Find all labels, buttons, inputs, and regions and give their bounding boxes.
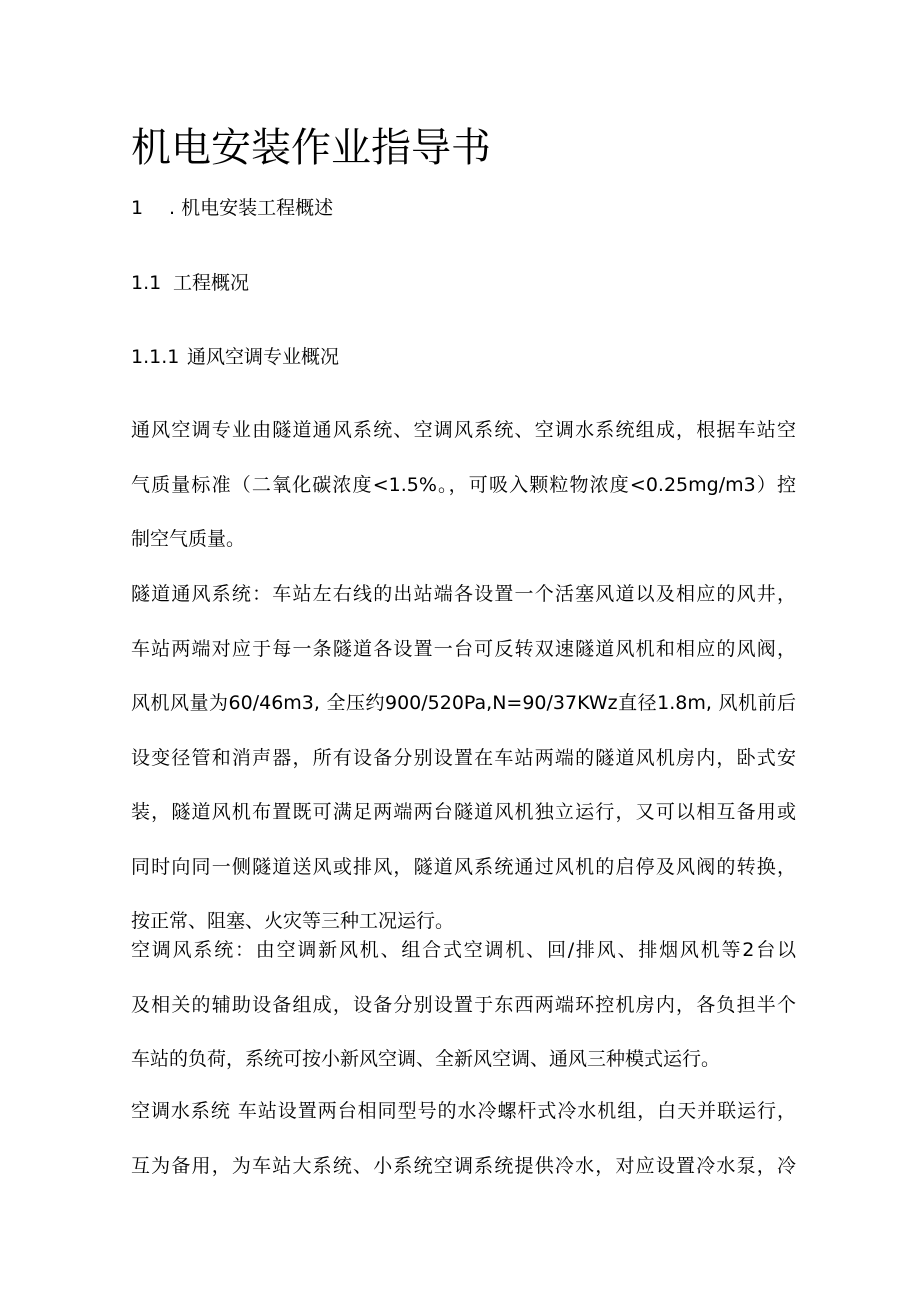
paragraph-line: 设变径管和消声器，所有设备分别设置在车站两端的隧道风机房内，卧式安 (131, 746, 796, 769)
section-number: 1.1 (131, 272, 162, 294)
paragraph-line: 通风空调专业由隧道通风系统、空调风系统、空调水系统组成，根据车站空 (131, 419, 796, 441)
document-title: 机电安装作业指导书 (131, 125, 491, 171)
paragraph-line: 按正常、阻塞、火灾等三种工况运行。 (131, 910, 455, 932)
section-number: 1 (131, 197, 144, 219)
paragraph-tunnel-ventilation (131, 567, 796, 949)
paragraph-line: 及相关的辅助设备组成，设备分别设置于东西两端环控机房内，各负担半个 (131, 993, 796, 1016)
paragraph-line: 互为备用，为车站大系统、小系统空调系统提供冷水，对应设置冷水泵，冷 (131, 1154, 796, 1177)
paragraph-line: 车站的负荷，系统可按小新风空调、全新风空调、通风三种模式运行。 (131, 1048, 721, 1070)
paragraph-line: 装，隧道风机布置既可满足两端两台隧道风机独立运行，又可以相互备用或 (131, 801, 796, 823)
paragraph-line: 气质量标准（二氧化碳浓度<1.5%。，可吸入颗粒物浓度<0.25mg∕m3）控 (131, 473, 796, 496)
paragraph-line: 空调水系统 车站设置两台相同型号的水冷螺杆式冷水机组，白天并联运行， (131, 1100, 796, 1122)
paragraph-line: 车站两端对应于每一条隧道各设置一台可反转双速隧道风机和相应的风阀， (131, 637, 796, 660)
section-label: . 机电安装工程概述 (169, 197, 334, 219)
section-label: 通风空调专业概况 (187, 346, 340, 368)
paragraph-air-conditioning (131, 923, 796, 1087)
paragraph-line: 同时向同一侧隧道送风或排风，隧道风系统通过风机的启停及风阀的转换， (131, 855, 796, 878)
paragraph-line: 隧道通风系统：车站左右线的出站端各设置一个活塞风道以及相应的风井， (131, 583, 796, 605)
paragraph-line: 空调风系统：由空调新风机、组合式空调机、回/排风、排烟风机等2台以 (131, 939, 796, 961)
section-number: 1.1.1 (131, 346, 180, 368)
paragraph-line: 制空气质量。 (131, 528, 246, 550)
paragraph-overview (131, 403, 796, 567)
section-heading-1-1 (131, 270, 249, 296)
section-label: 工程概况 (173, 272, 250, 294)
paragraph-line: 风机风量为60∕46m3, 全压约900∕520Pa,N=90∕37KWz直径1.8m, 风机前后 (131, 692, 796, 714)
section-heading-1 (131, 195, 333, 221)
section-heading-1-1-1 (131, 344, 339, 370)
paragraph-chilled-water (131, 1084, 796, 1193)
